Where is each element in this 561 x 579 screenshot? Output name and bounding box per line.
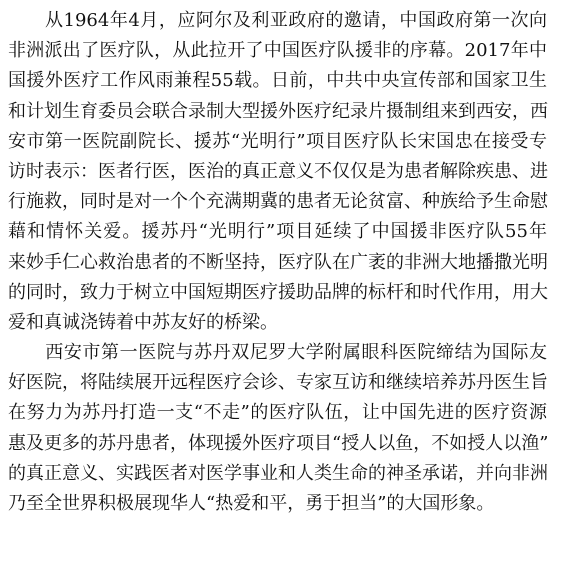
text-line: 行施救，同时是对一个个充满期冀的患者无论贫富、种族给予生命慰 <box>8 191 548 213</box>
text-line: 非洲派出了医疗队，从此拉开了中国医疗队援非的序幕。2017年中 <box>8 40 547 62</box>
text-line: 爱和真诚浇铸着中苏友好的桥梁。 <box>8 311 278 333</box>
text-line: 惠及更多的苏丹患者，体现援外医疗项目“授人以鱼，不如授人以渔” <box>8 432 549 454</box>
text-line: 的同时，致力于树立中国短期医疗援助品牌的标杆和时代作用，用大 <box>8 281 548 303</box>
text-line: 藉和情怀关爱。援苏丹“光明行”项目延续了中国援非医疗队55年 <box>8 221 547 243</box>
article-paragraph-1 <box>8 6 547 338</box>
text-line: 乃至全世界积极展现华人“热爱和平，勇于担当”的大国形象。 <box>8 493 495 514</box>
text-line: 好医院，将陆续展开远程医疗会诊、专家互访和继续培养苏丹医生旨 <box>8 372 548 394</box>
text-line: 和计划生育委员会联合录制大型援外医疗纪录片摄制组来到西安，西 <box>8 100 548 122</box>
text-line: 来妙手仁心救治患者的不断坚持，医疗队在广袤的非洲大地播撒光明 <box>8 251 548 273</box>
text-line: 的真正意义、实践医者对医学事业和人类生命的神圣承诺，并向非洲 <box>8 462 548 484</box>
text-line: 西安市第一医院与苏丹双尼罗大学附属眼科医院缔结为国际友 <box>8 342 547 364</box>
text-line: 访时表示：医者行医，医治的真正意义不仅仅是为患者解除疾患、进 <box>8 160 548 182</box>
text-line: 从1964年4月，应阿尔及利亚政府的邀请，中国政府第一次向 <box>8 10 547 31</box>
text-line: 在努力为苏丹打造一支“不走”的医疗队伍，让中国先进的医疗资源 <box>8 402 547 424</box>
text-line: 安市第一医院副院长、援苏“光明行”项目医疗队长宋国忠在接受专 <box>8 130 547 152</box>
text-line: 国援外医疗工作风雨兼程55载。日前，中共中央宣传部和国家卫生 <box>8 70 547 92</box>
article-paragraph-2 <box>8 338 547 519</box>
